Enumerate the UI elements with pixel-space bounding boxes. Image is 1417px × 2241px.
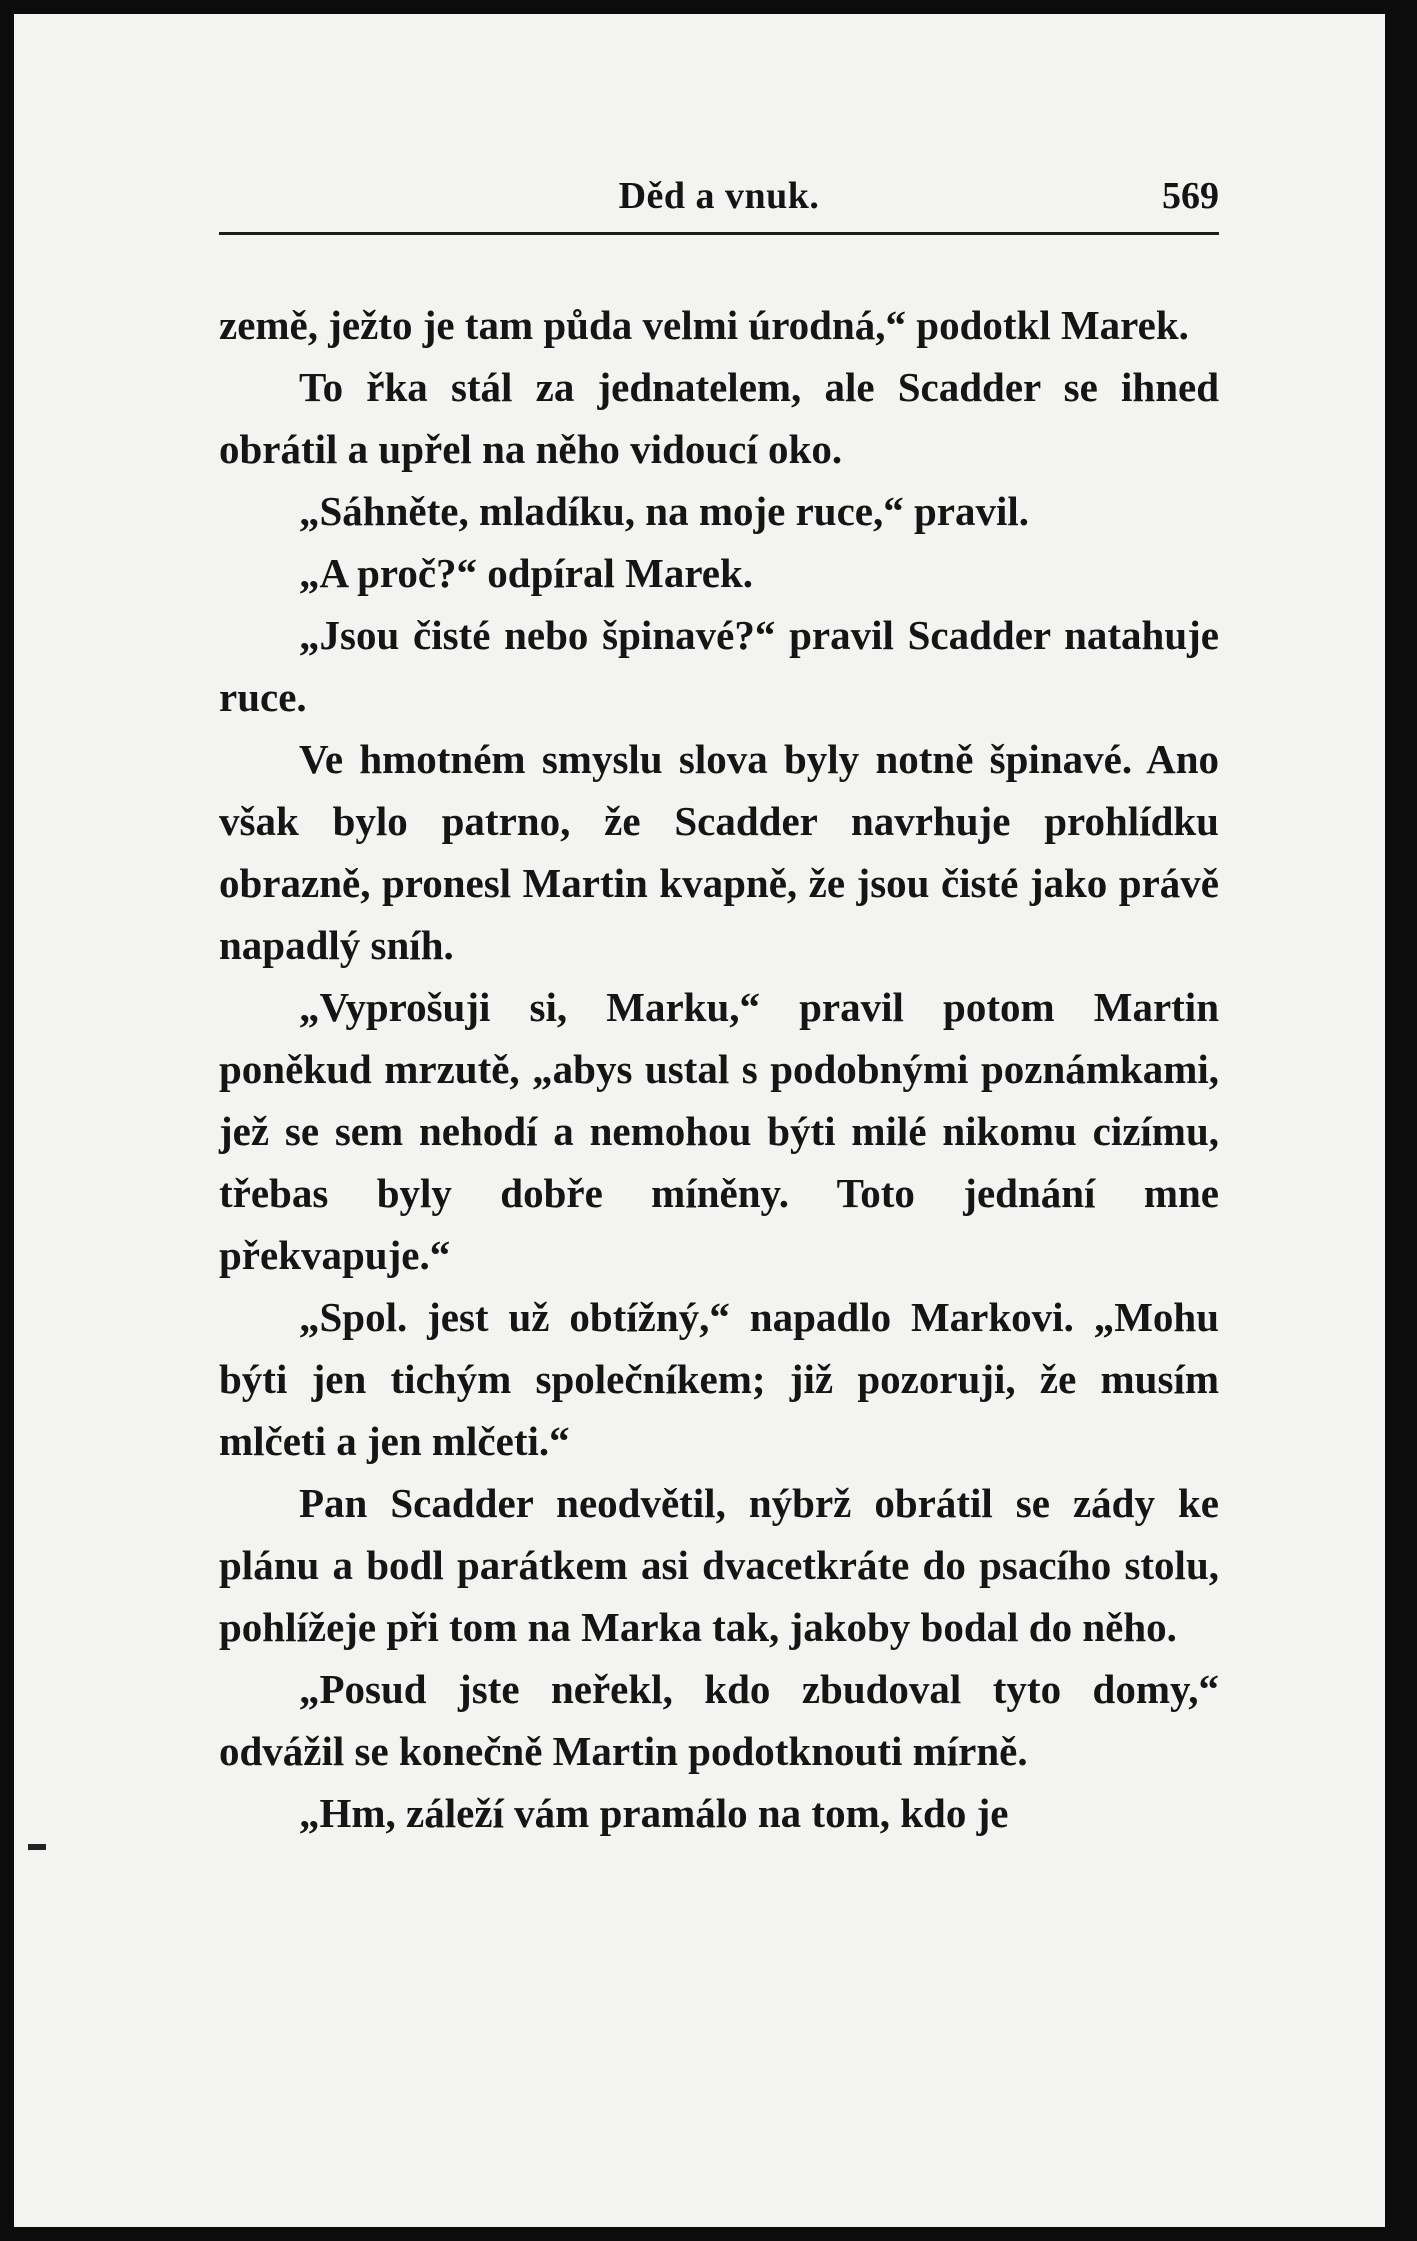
paragraph: To řka stál za jednatelem, ale Scadder se ihned obrátil a upřel na něho vidoucí oko.: [219, 364, 1219, 472]
paragraph: „Jsou čisté nebo špinavé?“ pravil Scadder natahuje ruce.: [219, 612, 1219, 720]
running-title: Děd a vnuk.: [618, 175, 820, 217]
page-number: 569: [1162, 175, 1219, 217]
paragraph: země, ježto je tam půda velmi úrodná,“ podotkl Marek.: [219, 302, 1189, 348]
page-sheet: [14, 14, 1385, 2227]
paragraph: „Sáhněte, mladíku, na moje ruce,“ pravil.: [299, 488, 1030, 534]
paragraph: „A proč?“ odpíral Marek.: [299, 550, 754, 596]
running-header: [219, 162, 1219, 232]
paragraph: „Hm, záleží vám pramálo na tom, kdo je: [299, 1790, 1009, 1836]
paragraph: Ve hmotném smyslu slova byly notně špinavé. Ano však bylo patrno, že Scadder navrhuje prohlídku obrazně, pronesl Martin kvapně, že jsou čisté jako právě napadlý sníh.: [219, 736, 1219, 968]
body-text: [219, 294, 1219, 1844]
margin-mark: [28, 1844, 46, 1850]
paragraph: „Spol. jest už obtížný,“ napadlo Markovi. „Mohu býti jen tichým společníkem; již pozoruji, že musím mlčeti a jen mlčeti.“: [219, 1294, 1219, 1464]
book-spine-shadow: [0, 0, 14, 2241]
paragraph: „Posud jste neřekl, kdo zbudoval tyto domy,“ odvážil se konečně Martin podotknouti mírně.: [219, 1666, 1219, 1774]
header-rule: [219, 232, 1219, 235]
paragraph: Pan Scadder neodvětil, nýbrž obrátil se zády ke plánu a bodl parátkem asi dvacetkráte do psacího stolu, pohlížeje při tom na Marka tak, jakoby bodal do něho.: [219, 1480, 1219, 1650]
paragraph: „Vyprošuji si, Marku,“ pravil potom Martin poněkud mrzutě, „abys ustal s podobnými poznámkami, jež se sem nehodí a nemohou býti milé nikomu cizímu, třebas byly dobře míněny. Toto jednání mne překvapuje.“: [219, 984, 1219, 1278]
